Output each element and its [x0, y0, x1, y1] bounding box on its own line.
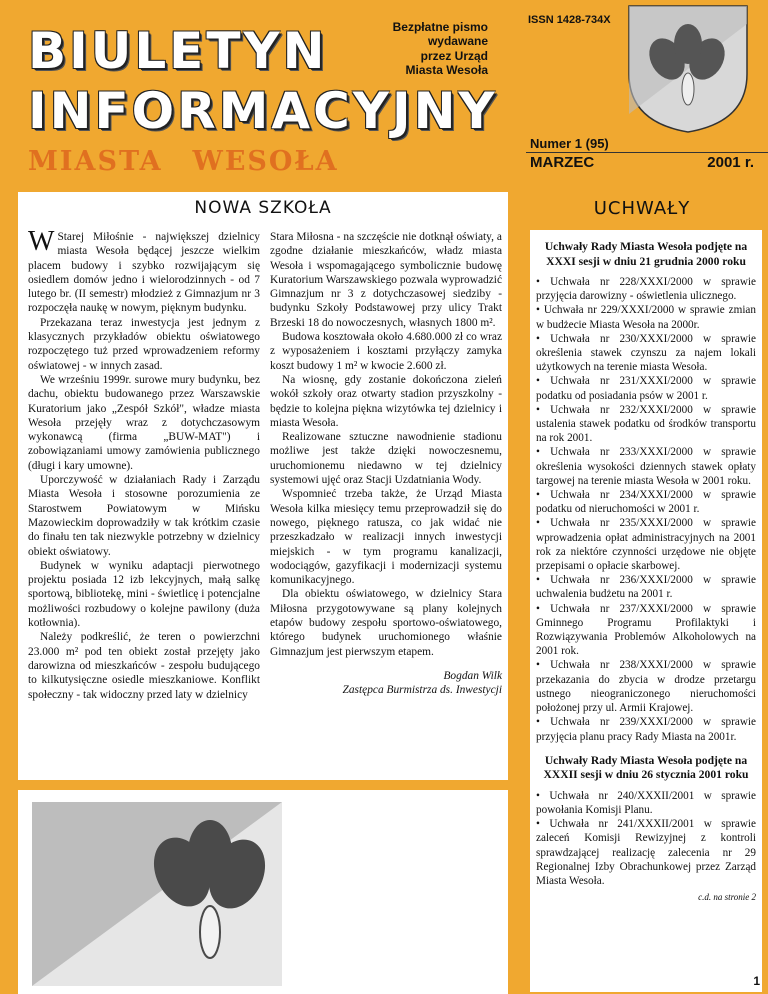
- issue-month: MARZEC: [530, 154, 595, 171]
- article-paragraph: We wrześniu 1999r. surowe mury budynku, bez dachu, obiektu budowanego przez Warszawskie Kuratorium jako „Zespół Szkół", władze miasta Wesoła przejęły wraz z dotychczasowym wykonawcą (firma „BUW-MAT") i zobowiązaniami umowy zamówienia publicznego (długi i kary umowne).: [28, 373, 260, 472]
- resolutions-section: [516, 194, 768, 994]
- resolution-item: • Uchwała nr 233/XXXI/2000 w sprawie określenia wysokości dziennych stawek opłaty targowej na terenie miasta Wesoła w 2001 roku.: [536, 445, 756, 488]
- resolution-item: • Uchwała nr 240/XXXII/2001 w sprawie powołania Komisji Planu.: [536, 789, 756, 817]
- issue-number: Numer 1 (95): [530, 136, 609, 151]
- coat-of-arms-icon: [627, 4, 749, 134]
- resolutions-box: [530, 230, 762, 992]
- article-paragraph: Uporczywość w działaniach Rady i Zarządu Miasta Wesoła i stosowne porozumienia ze Starostwem Powiatowym w Mińsku Mazowieckim doprowadziły w tak krótkim czasie do finału ten tak niezwykle potrzebny w dzielnicy obiekt oświatowy.: [28, 474, 260, 558]
- resolution-item: • Uchwała nr 229/XXXI/2000 w sprawie zmian w budżecie Miasta Wesoła na 2000r.: [536, 303, 756, 331]
- page-number: 1: [753, 974, 760, 988]
- free-note-line: przez Urząd: [420, 48, 488, 63]
- issue-year: 2001 r.: [707, 154, 754, 171]
- article-paragraph: Stara Miłosna - na szczęście nie dotknął oświaty, a zgodne działanie mieszkańców, władz miasta Wesoła i wspomagającego symbolicznie budowę Kuratorium Warszawskiego pozwala wyprowadzić Gimnazjum nr 3 z dotychczasowej siedziby - budynku Szkoły Podstawowej przy ulicy Trakt Brzeski 18 do nowoczesnych, własnych 1800 m².: [270, 231, 502, 329]
- title-line-2: INFORMACYJNY: [28, 82, 498, 140]
- resolutions-list: [530, 789, 762, 888]
- free-publication-note: [348, 20, 488, 78]
- article-paragraph: Na wiosnę, gdy zostanie dokończona zieleń wokół szkoły oraz otwarty stadion przyszkolny - będzie to kolejna piękna wizytówka tej dzielnicy i miasta Wesoła.: [270, 373, 502, 429]
- paragraph-text: Starej Miłośnie - największej dzielnicy miasta Wesoła będącej jeszcze wielkim placem budowy i szybko rozwijającym się osiedlem domów jedno i wielorodzinnych - od 7 lutego br. (II semestr) młodzież z Gimnazjum nr 3 rozpoczęła naukę w nowym, pięknym budynku.: [28, 231, 260, 315]
- resolution-item: • Uchwała nr 241/XXXII/2001 w sprawie zaleceń Komisji Rewizyjnej z kontroli sprawdzającej realizację zalecenia nr 29 Regionalnej Izby Obrachunkowej przez Zarząd Miasta Wesoła.: [536, 817, 756, 888]
- resolution-item: • Uchwała nr 237/XXXI/2000 w sprawie Gminnego Programu Profilaktyki i Rozwiązywania Problemów Alkoholowych na 2001 rok.: [536, 602, 756, 659]
- article-paragraph: Budowa kosztowała około 4.680.000 zł co wraz z wyposażeniem i kosztami przyłączy zamyka koszt budowy 1 m² w kwocie 2.600 zł.: [270, 331, 502, 372]
- issn: ISSN 1428-734X: [528, 14, 611, 26]
- main-article: [18, 192, 508, 780]
- resolution-item: • Uchwała nr 238/XXXI/2000 w sprawie przekazania do zbycia w drodze przetargu ustnego nieograniczonego nieruchomości położonej przy ul. Armii Krajowej.: [536, 658, 756, 715]
- resolution-item: • Uchwała nr 232/XXXI/2000 w sprawie ustalenia stawek podatku od środków transportu na rok 2001.: [536, 403, 756, 446]
- coat-of-arms-large-icon: [32, 802, 282, 986]
- article-paragraph: Dla obiektu oświatowego, w dzielnicy Stara Miłosna przygotowywane są plany kolejnych etapów budowy zespołu sportowo-oświatowego, którego budynek uruchomionego właśnie Gimnazjum jest pierwszym etapem.: [270, 588, 502, 658]
- resolution-item: • Uchwała nr 239/XXXI/2000 w sprawie przyjęcia planu pracy Rady Miasta na 2001r.: [536, 715, 756, 743]
- article-paragraph: Realizowane sztuczne nawodnienie stadionu możliwe jest także dzięki nowoczesnemu, uruchomionemu niedawno w tej dzielnicy systemowi ujęć oraz Stacji Uzdatniania Wody.: [270, 431, 502, 487]
- resolution-item: • Uchwała nr 235/XXXI/2000 w sprawie wprowadzenia opłat administracyjnych na 2001 rok za niektóre czynności urzędowe nie objęte przepisami o opłacie skarbowej.: [536, 516, 756, 573]
- article-paragraph: [28, 226, 260, 316]
- free-note-line: Bezpłatne pismo: [392, 20, 488, 34]
- author-title: Zastępca Burmistrza ds. Inwestycji: [342, 684, 502, 697]
- resolution-item: • Uchwała nr 236/XXXI/2000 w sprawie uchwalenia budżetu na 2001 r.: [536, 573, 756, 601]
- resolutions-title: UCHWAŁY: [593, 198, 691, 219]
- title-line-1: BIULETYN: [28, 22, 328, 80]
- resolutions-session-heading: Uchwały Rady Miasta Wesoła podjęte na XXXI sesji w dniu 21 grudnia 2000 roku: [544, 240, 748, 268]
- resolution-item: • Uchwała nr 228/XXXI/2000 w sprawie przyjęcia darowizny - oświetlenia ulicznego.: [536, 275, 756, 303]
- author-name: Bogdan Wilk: [443, 669, 502, 682]
- free-note-line: Miasta Wesoła: [405, 63, 488, 78]
- article-paragraph: Przekazana teraz inwestycja jest jednym z klasycznych przykładów obiektu oświatowego rozpoczętego tuż przed wprowadzeniem reformy oświatowej - w innych zasad.: [28, 316, 260, 372]
- resolutions-session-heading: Uchwały Rady Miasta Wesoła podjęte na XXXII sesji w dniu 26 stycznia 2001 roku: [543, 753, 749, 782]
- city-title: [28, 146, 369, 177]
- resolution-item: • Uchwała nr 231/XXXI/2000 w sprawie podatku od posiadania psów w 2001 r.: [536, 374, 756, 402]
- city-word-1: MIASTA: [28, 146, 163, 177]
- article-paragraph: Budynek w wyniku adaptacji pierwotnego projektu posiada 12 izb lekcyjnych, małą salkę sportową, bibliotekę, mini - świetlicę i potencjalne możliwości rozbudowy o kolejne pawilony (duża kotłownia).: [28, 559, 260, 630]
- free-note-line: wydawane: [427, 34, 488, 49]
- continued-note: c.d. na stronie 2: [698, 892, 756, 903]
- masthead: [0, 0, 510, 188]
- author-signature: [270, 669, 502, 698]
- drop-cap: W: [28, 226, 55, 257]
- divider: [526, 152, 768, 153]
- resolution-item: • Uchwała nr 234/XXXI/2000 w sprawie podatku od nieruchomości w 2001 r.: [536, 488, 756, 516]
- article-title: NOWA SZKOŁA: [194, 198, 332, 218]
- article-column-2: [270, 230, 502, 698]
- crest-panel: [18, 790, 508, 994]
- issue-info: [516, 0, 768, 188]
- article-column-1: [28, 226, 260, 702]
- article-paragraph: Należy podkreślić, że teren o powierzchni 23.000 m² pod ten obiekt został przejęty jako darowizna od mieszkańców - zespołu budującego to kilkutysięczne osiedle mieszkaniowe. Konflikt społeczny - tak widoczny przed laty w dzielnicy: [28, 631, 260, 701]
- article-paragraph: Wspomnieć trzeba także, że Urząd Miasta Wesoła kilka miesięcy temu przeprowadził się do nowego, pięknego ratusza, co jak widać nie przeszkadzało w realizacji innych inwestycji miejskich - w tym programu kanalizacji, wodociągów, gazyfikacji i modernizacji systemu komunikacyjnego.: [270, 488, 502, 587]
- resolution-item: • Uchwała nr 230/XXXI/2000 w sprawie określenia stawek czynszu za najem lokali użytkowych na terenie miasta Wesoła.: [536, 332, 756, 375]
- resolutions-list: [530, 275, 762, 744]
- city-word-2: WESOŁA: [192, 146, 339, 177]
